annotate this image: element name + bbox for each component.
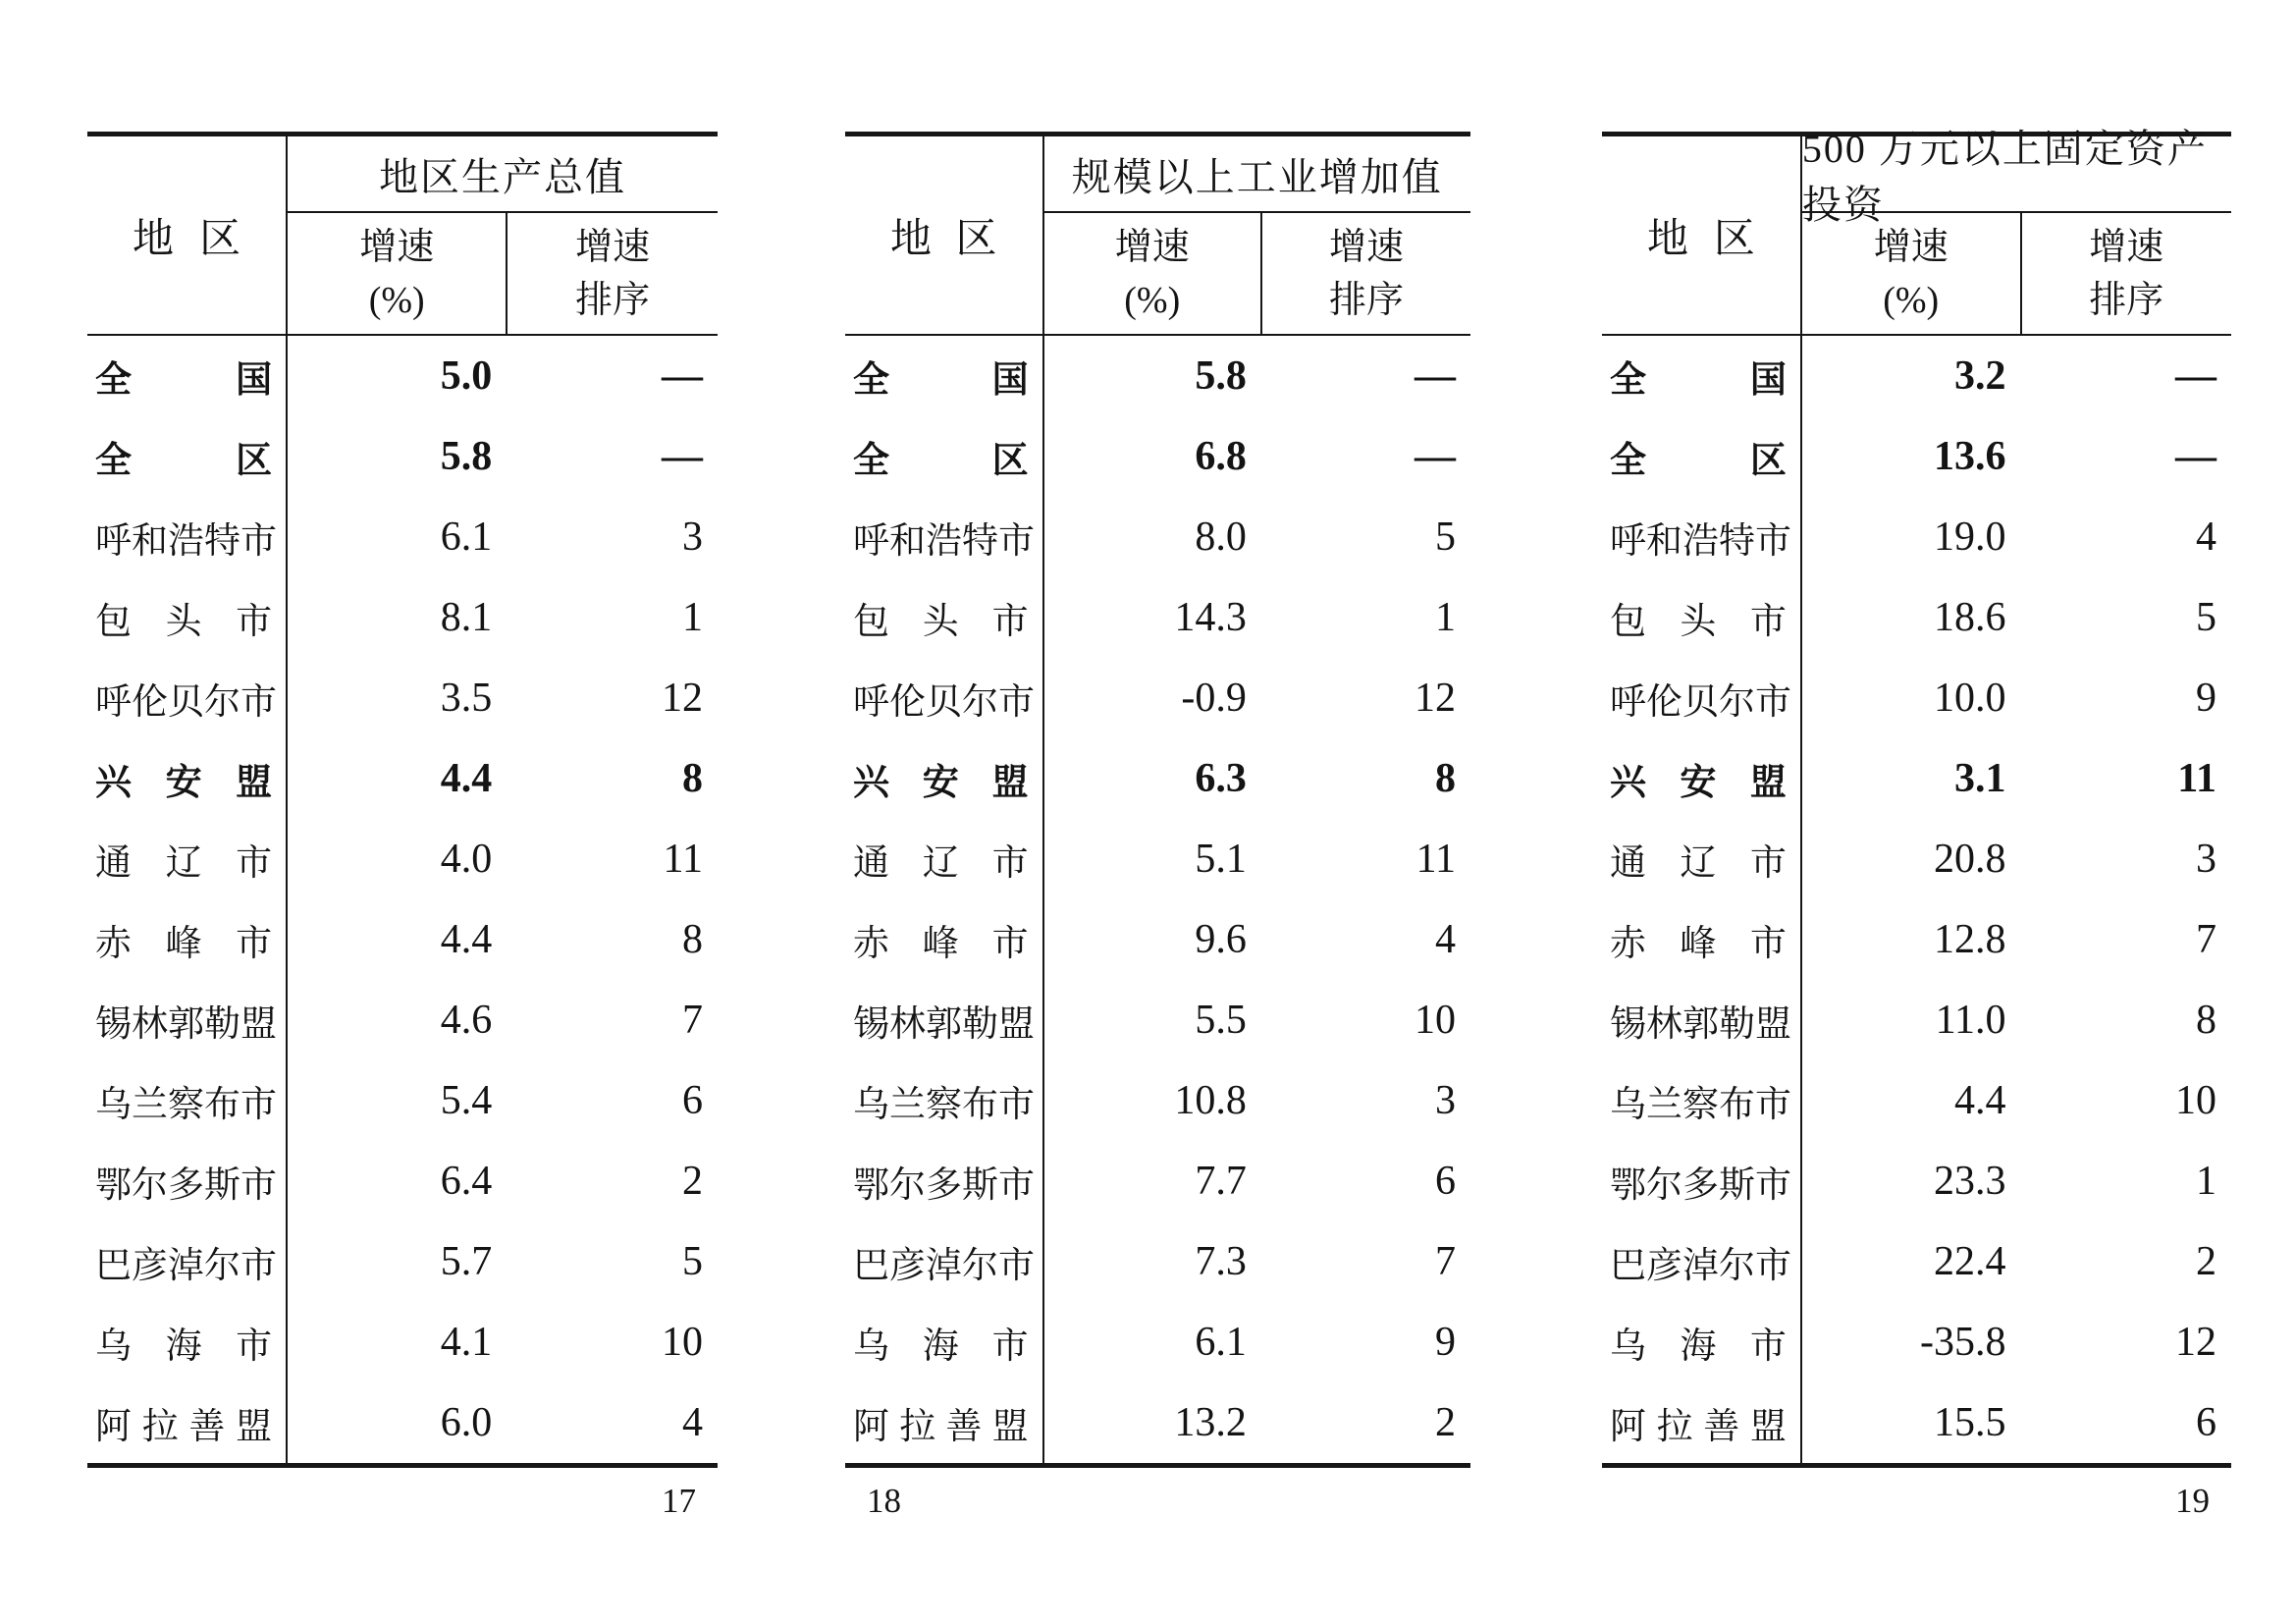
- investment-subheaders: [1802, 213, 2231, 334]
- table-row: [1602, 577, 2231, 658]
- region-name-cell: [87, 1221, 288, 1302]
- region-name: 赤 峰 市: [1610, 924, 1787, 964]
- region-name-cell: [87, 738, 288, 819]
- growth-value-cell: 4.0: [440, 837, 493, 882]
- region-name-cell: [1602, 819, 1802, 899]
- region-name-cell: [87, 336, 288, 416]
- table-row: [1602, 497, 2231, 577]
- growth-value-cell: 6.8: [1195, 434, 1247, 479]
- region-name-cell: [845, 1382, 1044, 1463]
- region-name: 包 头 市: [1610, 602, 1787, 642]
- region-name-cell: [845, 416, 1044, 497]
- rank-column-header: [1262, 213, 1470, 334]
- rank-value-cell: 6: [1434, 1159, 1456, 1204]
- region-name: 全 区: [853, 441, 1029, 481]
- rank-value-cell: 12: [1414, 676, 1456, 721]
- industry-table-rows: [845, 336, 1470, 1463]
- rank-header-line2: 排序: [2089, 279, 2164, 321]
- growth-value-cell: 7.3: [1195, 1239, 1247, 1284]
- rank-value-cell: 4: [2195, 514, 2216, 560]
- region-column-header: [845, 136, 1044, 334]
- growth-value-cell: 13.2: [1174, 1400, 1247, 1445]
- region-name-cell: [87, 1382, 288, 1463]
- region-name: 锡 林 郭 勒 盟: [853, 1004, 1035, 1045]
- region-name-cell: [845, 1141, 1044, 1221]
- industry-table-section: [845, 132, 1470, 1521]
- rank-value-cell: 7: [681, 998, 703, 1043]
- rank-value-cell: 12: [661, 676, 703, 721]
- region-name: 通 辽 市: [853, 843, 1029, 884]
- region-column-header: [87, 136, 288, 334]
- region-header-char: 区: [955, 216, 997, 262]
- growth-value-cell: 4.1: [440, 1320, 493, 1365]
- region-name: 乌 海 市: [853, 1326, 1029, 1367]
- investment-table-section: [1602, 127, 2231, 1521]
- region-name: 包 头 市: [95, 602, 273, 642]
- region-name: 乌 兰 察 布 市: [853, 1085, 1035, 1125]
- region-name: 呼 和 浩 特 市: [1610, 521, 1791, 562]
- table-row: [845, 1221, 1470, 1302]
- region-column-header: [1602, 136, 1802, 334]
- rank-value-cell: 2: [681, 1159, 703, 1204]
- table-row: [1602, 336, 2231, 416]
- gdp-subheaders: [288, 213, 718, 334]
- region-name: 呼 伦 贝 尔 市: [1610, 682, 1791, 723]
- growth-header-line1: 增速: [1114, 226, 1190, 268]
- region-name: 赤 峰 市: [853, 924, 1029, 964]
- growth-column-header: [1044, 213, 1262, 334]
- region-name-cell: [87, 1141, 288, 1221]
- gdp-table-header: [87, 136, 718, 336]
- region-name: 全 国: [853, 360, 1029, 401]
- growth-header-line1: 增速: [1873, 226, 1949, 268]
- region-name-cell: [87, 416, 288, 497]
- region-name: 锡 林 郭 勒 盟: [1610, 1004, 1791, 1045]
- growth-value-cell: 7.7: [1195, 1159, 1247, 1204]
- region-header-char: 地: [890, 216, 933, 262]
- region-name-cell: [1602, 738, 1802, 819]
- rank-value-cell: 10: [661, 1320, 703, 1365]
- region-name-cell: [87, 497, 288, 577]
- region-name-cell: [845, 738, 1044, 819]
- table-row: [87, 658, 718, 738]
- region-column-header-label: [1602, 206, 1800, 265]
- region-name-cell: [1602, 1221, 1802, 1302]
- rank-column-header: [2022, 213, 2231, 334]
- rank-value-cell: 5: [681, 1239, 703, 1284]
- growth-value-cell: 14.3: [1174, 595, 1247, 640]
- industry-table: [845, 132, 1470, 1468]
- region-name-cell: [1602, 416, 1802, 497]
- growth-value-cell: 13.6: [1934, 434, 2006, 479]
- table-row: [1602, 819, 2231, 899]
- rank-value-cell: 4: [681, 1400, 703, 1445]
- table-row: [1602, 658, 2231, 738]
- growth-value-cell: 5.7: [440, 1239, 493, 1284]
- region-name-cell: [1602, 1060, 1802, 1141]
- table-row: [1602, 899, 2231, 980]
- rank-value-cell: —: [2174, 353, 2216, 399]
- region-name: 全 区: [95, 441, 273, 481]
- rank-value-cell: 3: [1434, 1078, 1456, 1123]
- rank-value-cell: —: [661, 353, 703, 399]
- region-name: 乌 兰 察 布 市: [1610, 1085, 1791, 1125]
- region-name-cell: [845, 577, 1044, 658]
- table-row: [1602, 980, 2231, 1060]
- growth-header-line2: (%): [1124, 279, 1181, 321]
- table-row: [1602, 1221, 2231, 1302]
- region-name: 呼 和 浩 特 市: [853, 521, 1035, 562]
- gdp-table-title: 地区生产总值: [288, 136, 718, 213]
- table-row: [87, 336, 718, 416]
- table-row: [87, 980, 718, 1060]
- table-row: [845, 1060, 1470, 1141]
- region-name-cell: [845, 658, 1044, 738]
- region-name-cell: [845, 497, 1044, 577]
- rank-value-cell: 6: [2195, 1400, 2216, 1445]
- region-header-char: 地: [1647, 216, 1689, 262]
- region-name-cell: [1602, 336, 1802, 416]
- rank-value-cell: 8: [2195, 998, 2216, 1043]
- region-column-header-label: [87, 206, 286, 265]
- region-name-cell: [1602, 1302, 1802, 1382]
- region-name-cell: [87, 1060, 288, 1141]
- rank-value-cell: 9: [2195, 676, 2216, 721]
- region-name: 阿 拉 善 盟: [853, 1407, 1029, 1447]
- rank-value-cell: —: [1414, 434, 1456, 479]
- rank-value-cell: 2: [1434, 1400, 1456, 1445]
- investment-table: [1602, 127, 2231, 1468]
- table-row: [87, 738, 718, 819]
- region-name: 呼 和 浩 特 市: [95, 521, 277, 562]
- table-row: [845, 980, 1470, 1060]
- region-name: 通 辽 市: [95, 843, 273, 884]
- region-name: 全 国: [95, 360, 273, 401]
- rank-value-cell: 9: [1434, 1320, 1456, 1365]
- region-name: 兴 安 盟: [1610, 763, 1787, 803]
- region-header-char: 区: [1713, 216, 1755, 262]
- region-name: 包 头 市: [853, 602, 1029, 642]
- rank-value-cell: 10: [2174, 1078, 2216, 1123]
- page-number-17: 17: [662, 1482, 696, 1520]
- region-name-cell: [1602, 1382, 1802, 1463]
- region-name: 兴 安 盟: [853, 763, 1029, 803]
- growth-value-cell: 5.4: [440, 1078, 493, 1123]
- region-name-cell: [845, 1302, 1044, 1382]
- growth-value-cell: 18.6: [1934, 595, 2006, 640]
- table-row: [87, 577, 718, 658]
- region-name-cell: [845, 1060, 1044, 1141]
- growth-value-cell: 3.1: [1954, 756, 2006, 801]
- gdp-table: [87, 132, 718, 1468]
- gdp-data-header: [288, 136, 718, 334]
- region-header-char: 地: [133, 216, 175, 262]
- region-name-cell: [87, 577, 288, 658]
- growth-value-cell: 3.5: [440, 676, 493, 721]
- rank-header-line1: 增速: [2089, 226, 2164, 268]
- rank-header-line2: 排序: [575, 279, 651, 321]
- table-row: [87, 1382, 718, 1463]
- region-name: 鄂 尔 多 斯 市: [95, 1165, 277, 1206]
- region-name-cell: [845, 819, 1044, 899]
- growth-value-cell: 8.1: [440, 595, 493, 640]
- growth-value-cell: 6.1: [440, 514, 493, 560]
- growth-value-cell: 6.1: [1195, 1320, 1247, 1365]
- table-row: [87, 899, 718, 980]
- rank-value-cell: 8: [681, 917, 703, 962]
- region-name: 呼 伦 贝 尔 市: [95, 682, 277, 723]
- growth-value-cell: 4.4: [1954, 1078, 2006, 1123]
- region-name: 鄂 尔 多 斯 市: [853, 1165, 1035, 1206]
- industry-table-header: [845, 136, 1470, 336]
- industry-table-title: 规模以上工业增加值: [1044, 136, 1470, 213]
- growth-value-cell: -0.9: [1181, 676, 1247, 721]
- growth-value-cell: 10.8: [1174, 1078, 1247, 1123]
- region-name-cell: [845, 1221, 1044, 1302]
- growth-header-line2: (%): [1883, 279, 1940, 321]
- rank-value-cell: 7: [1434, 1239, 1456, 1284]
- table-row: [845, 819, 1470, 899]
- rank-value-cell: —: [661, 434, 703, 479]
- rank-header-line1: 增速: [1328, 226, 1404, 268]
- growth-column-header: [288, 213, 507, 334]
- growth-value-cell: 10.0: [1934, 676, 2006, 721]
- rank-value-cell: 4: [1434, 917, 1456, 962]
- rank-value-cell: 3: [681, 514, 703, 560]
- rank-value-cell: 1: [1434, 595, 1456, 640]
- region-name: 阿 拉 善 盟: [95, 1407, 273, 1447]
- region-name-cell: [1602, 577, 1802, 658]
- growth-value-cell: 5.8: [440, 434, 493, 479]
- rank-value-cell: 5: [2195, 595, 2216, 640]
- region-name-cell: [845, 336, 1044, 416]
- growth-value-cell: 4.4: [440, 917, 493, 962]
- gdp-table-rows: [87, 336, 718, 1463]
- region-name-cell: [1602, 1141, 1802, 1221]
- rank-value-cell: 11: [663, 837, 703, 882]
- growth-value-cell: 6.3: [1195, 756, 1247, 801]
- table-row: [845, 1141, 1470, 1221]
- growth-value-cell: 15.5: [1934, 1400, 2006, 1445]
- region-name: 兴 安 盟: [95, 763, 273, 803]
- region-name: 巴 彦 淖 尔 市: [1610, 1246, 1791, 1286]
- rank-value-cell: —: [1414, 353, 1456, 399]
- region-name-cell: [87, 899, 288, 980]
- growth-header-line2: (%): [368, 279, 425, 321]
- table-row: [845, 336, 1470, 416]
- region-name-cell: [1602, 497, 1802, 577]
- region-name: 全 国: [1610, 360, 1787, 401]
- region-name: 锡 林 郭 勒 盟: [95, 1004, 277, 1045]
- investment-data-header: [1801, 127, 2231, 334]
- region-name: 巴 彦 淖 尔 市: [853, 1246, 1035, 1286]
- region-name: 阿 拉 善 盟: [1610, 1407, 1787, 1447]
- table-row: [87, 1221, 718, 1302]
- rank-value-cell: 11: [2177, 756, 2216, 801]
- region-name: 全 区: [1610, 441, 1787, 481]
- growth-value-cell: 19.0: [1934, 514, 2006, 560]
- region-name: 乌 海 市: [95, 1326, 273, 1367]
- growth-value-cell: 4.6: [440, 998, 493, 1043]
- region-name-cell: [845, 899, 1044, 980]
- region-name: 通 辽 市: [1610, 843, 1787, 884]
- rank-header-line1: 增速: [575, 226, 651, 268]
- growth-value-cell: 5.0: [440, 353, 493, 399]
- table-row: [87, 1060, 718, 1141]
- rank-value-cell: 3: [2195, 837, 2216, 882]
- table-row: [845, 1302, 1470, 1382]
- region-name: 呼 伦 贝 尔 市: [853, 682, 1035, 723]
- rank-value-cell: 8: [681, 756, 703, 801]
- region-name: 鄂 尔 多 斯 市: [1610, 1165, 1791, 1206]
- region-name-cell: [1602, 899, 1802, 980]
- industry-subheaders: [1044, 213, 1470, 334]
- table-row: [87, 1141, 718, 1221]
- table-row: [1602, 1382, 2231, 1463]
- region-column-header-label: [845, 206, 1042, 265]
- rank-value-cell: 8: [1434, 756, 1456, 801]
- table-row: [87, 1302, 718, 1382]
- rank-value-cell: 2: [2195, 1239, 2216, 1284]
- investment-table-title: 500 万元以上固定资产投资: [1802, 136, 2231, 213]
- growth-value-cell: 4.4: [440, 756, 493, 801]
- gdp-table-section: [87, 132, 718, 1521]
- investment-table-rows: [1602, 336, 2231, 1463]
- growth-header-line1: 增速: [359, 226, 435, 268]
- table-row: [1602, 1141, 2231, 1221]
- growth-value-cell: 9.6: [1195, 917, 1247, 962]
- table-row: [87, 819, 718, 899]
- table-row: [845, 497, 1470, 577]
- region-name-cell: [87, 980, 288, 1060]
- region-name-cell: [87, 658, 288, 738]
- page-number-19: 19: [2175, 1482, 2210, 1520]
- growth-value-cell: 5.1: [1195, 837, 1247, 882]
- rank-value-cell: —: [2174, 434, 2216, 479]
- rank-value-cell: 10: [1414, 998, 1456, 1043]
- growth-value-cell: 6.4: [440, 1159, 493, 1204]
- growth-value-cell: 20.8: [1934, 837, 2006, 882]
- growth-value-cell: 23.3: [1934, 1159, 2006, 1204]
- growth-value-cell: -35.8: [1920, 1320, 2006, 1365]
- table-row: [1602, 1060, 2231, 1141]
- growth-value-cell: 5.5: [1195, 998, 1247, 1043]
- growth-value-cell: 22.4: [1934, 1239, 2006, 1284]
- page-number-18: 18: [867, 1482, 901, 1520]
- table-row: [1602, 738, 2231, 819]
- table-row: [1602, 416, 2231, 497]
- table-row: [845, 899, 1470, 980]
- table-row: [1602, 1302, 2231, 1382]
- region-name: 巴 彦 淖 尔 市: [95, 1246, 277, 1286]
- region-name-cell: [87, 1302, 288, 1382]
- rank-column-header: [507, 213, 718, 334]
- rank-value-cell: 11: [1415, 837, 1456, 882]
- growth-value-cell: 12.8: [1934, 917, 2006, 962]
- region-name: 赤 峰 市: [95, 924, 273, 964]
- growth-value-cell: 3.2: [1954, 353, 2006, 399]
- rank-value-cell: 5: [1434, 514, 1456, 560]
- growth-value-cell: 6.0: [440, 1400, 493, 1445]
- region-name: 乌 海 市: [1610, 1326, 1787, 1367]
- region-header-char: 区: [199, 216, 241, 262]
- rank-header-line2: 排序: [1328, 279, 1404, 321]
- growth-column-header: [1802, 213, 2022, 334]
- table-row: [87, 497, 718, 577]
- rank-value-cell: 1: [2195, 1159, 2216, 1204]
- growth-value-cell: 5.8: [1195, 353, 1247, 399]
- region-name: 乌 兰 察 布 市: [95, 1085, 277, 1125]
- table-row: [845, 577, 1470, 658]
- rank-value-cell: 1: [681, 595, 703, 640]
- investment-table-header: [1602, 127, 2231, 336]
- rank-value-cell: 6: [681, 1078, 703, 1123]
- table-row: [845, 1382, 1470, 1463]
- table-row: [87, 416, 718, 497]
- region-name-cell: [845, 980, 1044, 1060]
- growth-value-cell: 11.0: [1935, 998, 2006, 1043]
- rank-value-cell: 7: [2195, 917, 2216, 962]
- table-row: [845, 416, 1470, 497]
- rank-value-cell: 12: [2174, 1320, 2216, 1365]
- region-name-cell: [87, 819, 288, 899]
- region-name-cell: [1602, 658, 1802, 738]
- growth-value-cell: 8.0: [1195, 514, 1247, 560]
- region-name-cell: [1602, 980, 1802, 1060]
- table-row: [845, 658, 1470, 738]
- industry-data-header: [1044, 136, 1470, 334]
- table-row: [845, 738, 1470, 819]
